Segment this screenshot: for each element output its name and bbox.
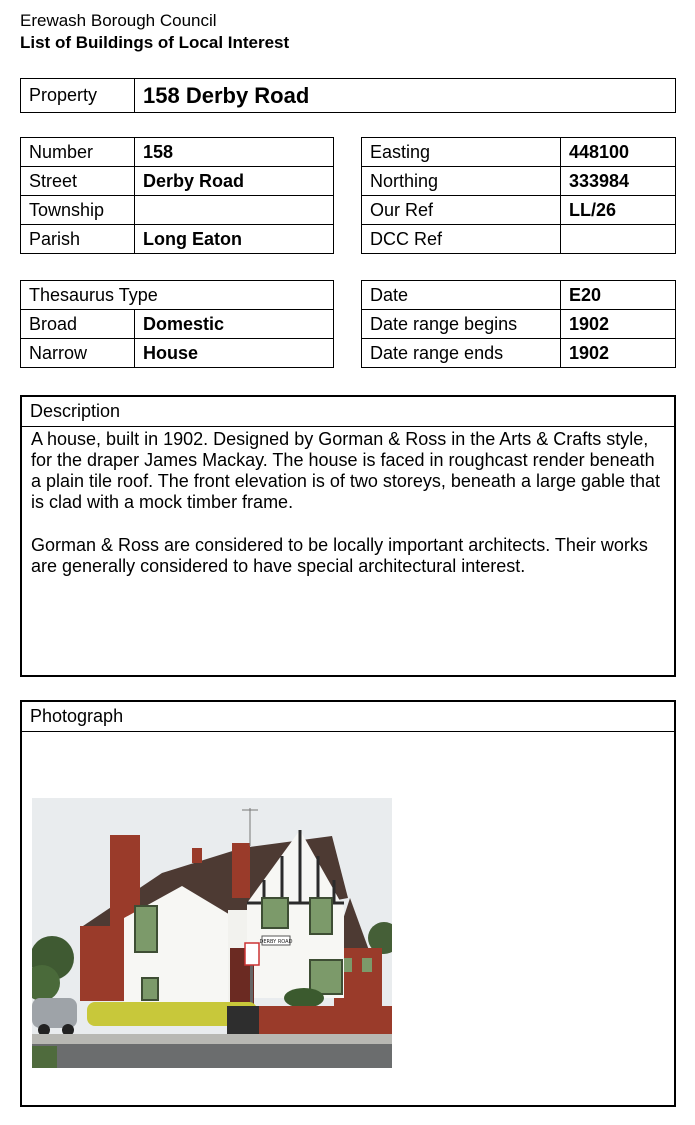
table-row [21, 225, 334, 254]
property-value: 158 Derby Road [135, 79, 676, 113]
table-row [21, 167, 334, 196]
street-value: Derby Road [135, 167, 334, 196]
table-row [21, 196, 334, 225]
narrow-label: Narrow [21, 339, 135, 368]
photograph-label: Photograph [22, 702, 674, 732]
easting-label: Easting [362, 138, 561, 167]
number-value: 158 [135, 138, 334, 167]
date-value: E20 [561, 281, 676, 310]
parish-label: Parish [21, 225, 135, 254]
township-value [135, 196, 334, 225]
northing-value: 333984 [561, 167, 676, 196]
table-row [21, 281, 334, 310]
our-ref-value: LL/26 [561, 196, 676, 225]
date-ends-value: 1902 [561, 339, 676, 368]
township-label: Township [21, 196, 135, 225]
thesaurus-table [20, 280, 334, 368]
thesaurus-type-label: Thesaurus Type [21, 281, 334, 310]
dcc-ref-value [561, 225, 676, 254]
photograph-box [20, 700, 676, 1107]
house-photograph [32, 798, 392, 1068]
date-begins-value: 1902 [561, 310, 676, 339]
description-paragraph: A house, built in 1902. Designed by Gorman & Ross in the Arts & Crafts style, for the draper James Mackay. The house is faced in roughcast render beneath a plain tile roof. The front elevation is of two storeys, beneath a large gable that is clad with a mock timber frame. [31, 429, 661, 512]
dcc-ref-label: DCC Ref [362, 225, 561, 254]
our-ref-label: Our Ref [362, 196, 561, 225]
table-row [362, 339, 676, 368]
street-sign-text: DERBY ROAD [259, 939, 293, 945]
table-row [362, 310, 676, 339]
table-row [362, 138, 676, 167]
table-row [362, 281, 676, 310]
table-row [21, 138, 334, 167]
location-table [20, 137, 334, 254]
narrow-value: House [135, 339, 334, 368]
property-label: Property [21, 79, 135, 113]
table-row [362, 196, 676, 225]
description-label: Description [22, 397, 674, 427]
organisation-name: Erewash Borough Council [20, 11, 217, 30]
street-label: Street [21, 167, 135, 196]
number-label: Number [21, 138, 135, 167]
property-table [20, 78, 676, 113]
northing-label: Northing [362, 167, 561, 196]
dates-table [361, 280, 676, 368]
house-photograph-image [32, 798, 392, 1068]
table-row [21, 339, 334, 368]
table-row [21, 310, 334, 339]
broad-value: Domestic [135, 310, 334, 339]
table-row [362, 225, 676, 254]
date-ends-label: Date range ends [362, 339, 561, 368]
description-text [22, 427, 674, 577]
list-title: List of Buildings of Local Interest [20, 33, 290, 52]
date-begins-label: Date range begins [362, 310, 561, 339]
description-paragraph: Gorman & Ross are considered to be locally important architects. Their works are generally considered to have special architectural interest. [31, 535, 648, 576]
parish-value: Long Eaton [135, 225, 334, 254]
references-table [361, 137, 676, 254]
broad-label: Broad [21, 310, 135, 339]
description-box [20, 395, 676, 677]
table-row [362, 167, 676, 196]
date-label: Date [362, 281, 561, 310]
easting-value: 448100 [561, 138, 676, 167]
